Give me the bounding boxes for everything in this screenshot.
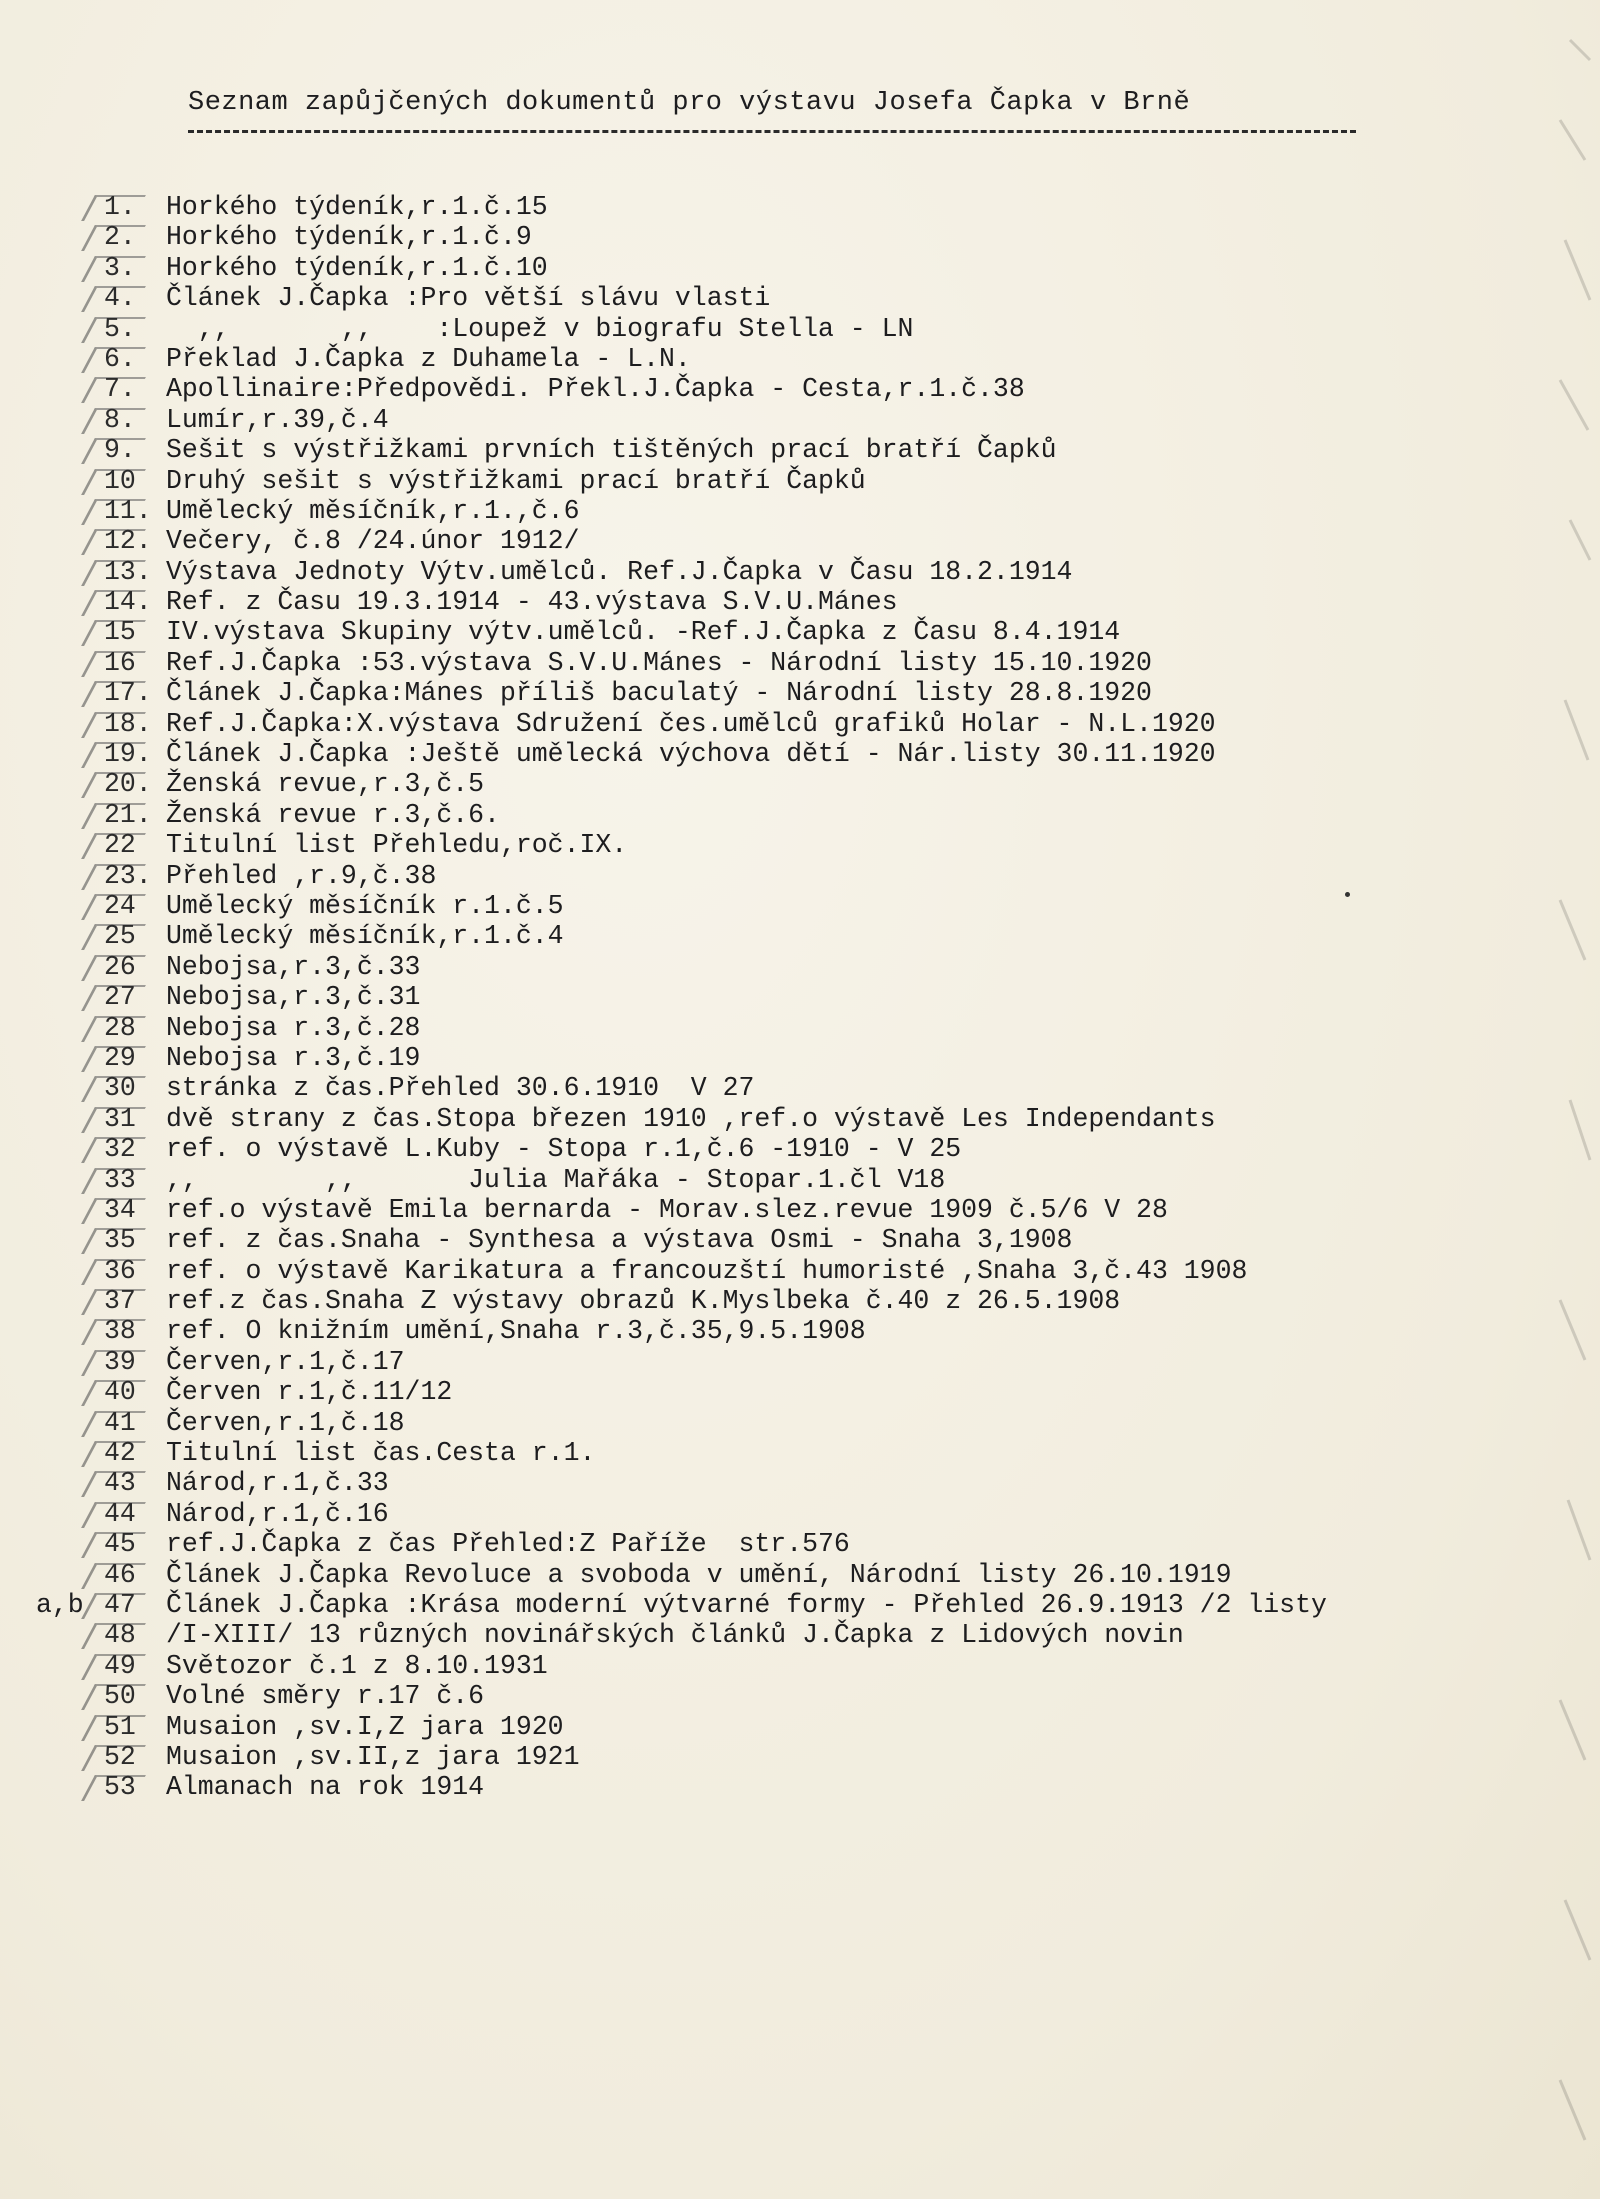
entry-text: Nebojsa,r.3,č.31 <box>166 982 421 1013</box>
list-item <box>0 678 1600 708</box>
entry-number: 25 <box>104 921 136 952</box>
entry-text: Umělecký měsíčník r.1.č.5 <box>166 890 564 921</box>
entry-text: IV.výstava Skupiny výtv.umělců. -Ref.J.Čapka z Času 8.4.1914 <box>166 617 1121 648</box>
entry-number: 36 <box>104 1255 136 1286</box>
list-item <box>0 1347 1600 1377</box>
entry-text: Umělecký měsíčník,r.1.č.4 <box>166 921 564 952</box>
entry-text: Volné směry r.17 č.6 <box>166 1681 485 1712</box>
entry-number: 20. <box>104 769 152 800</box>
list-item <box>0 830 1600 860</box>
entry-text: Horkého týdeník,r.1.č.15 <box>166 192 548 222</box>
entry-text: Článek J.Čapka:Mánes příliš baculatý - Národní listy 28.8.1920 <box>166 678 1152 709</box>
entry-text: Lumír,r.39,č.4 <box>166 404 389 435</box>
entry-text: Červen,r.1,č.18 <box>166 1407 405 1438</box>
list-item <box>0 1620 1600 1650</box>
entry-number: 53 <box>104 1772 136 1803</box>
entry-number: 39 <box>104 1346 136 1377</box>
document-title: Seznam zapůjčených dokumentů pro výstavu Josefa Čapka v Brně <box>188 88 1191 118</box>
entry-text: Národ,r.1,č.33 <box>166 1468 389 1499</box>
entry-text: Apollinaire:Předpovědi. Překl.J.Čapka - Cesta,r.1.č.38 <box>166 374 1025 405</box>
entry-text: Umělecký měsíčník,r.1.,č.6 <box>166 495 580 526</box>
entry-number: 19. <box>104 739 152 770</box>
list-item <box>0 1256 1600 1286</box>
entry-text: Večery, č.8 /24.únor 1912/ <box>166 526 580 557</box>
entry-number: 16 <box>104 647 136 678</box>
list-item <box>0 1316 1600 1346</box>
entry-text: Ref.J.Čapka:X.výstava Sdružení čes.umělců grafiků Holar - N.L.1920 <box>166 708 1216 739</box>
entry-text: Národ,r.1,č.16 <box>166 1498 389 1529</box>
entry-number: 41 <box>104 1407 136 1438</box>
entry-number: 44 <box>104 1498 136 1529</box>
ink-spot <box>1345 892 1350 897</box>
list-item <box>0 1590 1600 1620</box>
entry-number: 32 <box>104 1134 136 1165</box>
entry-number: 26 <box>104 951 136 982</box>
list-item <box>0 982 1600 1012</box>
list-item <box>0 1651 1600 1681</box>
entry-list <box>0 192 1600 1803</box>
list-item <box>0 648 1600 678</box>
entry-text: Ženská revue,r.3,č.5 <box>166 769 485 800</box>
entry-number: 17. <box>104 678 152 709</box>
entry-number: 35 <box>104 1225 136 1256</box>
entry-number: 38 <box>104 1316 136 1347</box>
entry-number: 47 <box>104 1589 136 1620</box>
entry-text: ref. O knižním umění,Snaha r.3,č.35,9.5.1908 <box>166 1316 866 1347</box>
entry-text: Článek J.Čapka :Pro větší slávu vlasti <box>166 283 771 314</box>
list-item <box>0 952 1600 982</box>
entry-number: 15 <box>104 617 136 648</box>
list-item <box>0 526 1600 556</box>
entry-number: 2. <box>104 222 136 253</box>
pencil-marks <box>1530 0 1600 2199</box>
entry-text: ,, ,, :Loupež v biografu Stella - LN <box>166 313 914 344</box>
side-note: a,b <box>36 1589 84 1620</box>
list-item <box>0 1286 1600 1316</box>
entry-number: 48 <box>104 1620 136 1651</box>
entry-number: 31 <box>104 1103 136 1134</box>
entry-text: ref.J.Čapka z čas Přehled:Z Paříže str.576 <box>166 1529 850 1560</box>
list-item <box>0 283 1600 313</box>
entry-number: 21. <box>104 799 152 830</box>
list-item <box>0 617 1600 647</box>
list-item <box>0 800 1600 830</box>
entry-text: Přehled ,r.9,č.38 <box>166 860 437 891</box>
entry-text: ref. o výstavě Karikatura a francouzští humoristé ,Snaha 3,č.43 1908 <box>166 1255 1248 1286</box>
entry-number: 23. <box>104 860 152 891</box>
entry-text: Nebojsa r.3,č.19 <box>166 1042 421 1073</box>
list-item <box>0 1043 1600 1073</box>
entry-text: Ref. z Času 19.3.1914 - 43.výstava S.V.U.Mánes <box>166 587 898 618</box>
list-item <box>0 739 1600 769</box>
list-item <box>0 435 1600 465</box>
entry-number: 30 <box>104 1073 136 1104</box>
list-item <box>0 496 1600 526</box>
entry-text: Světozor č.1 z 8.10.1931 <box>166 1650 548 1681</box>
entry-number: 40 <box>104 1377 136 1408</box>
entry-text: ref.o výstavě Emila bernarda - Morav.slez.revue 1909 č.5/6 V 28 <box>166 1194 1168 1225</box>
entry-number: 29 <box>104 1042 136 1073</box>
entry-number: 1. <box>104 192 136 222</box>
list-item <box>0 1073 1600 1103</box>
entry-text: Červen r.1,č.11/12 <box>166 1377 453 1408</box>
entry-text: Překlad J.Čapka z Duhamela - L.N. <box>166 343 691 374</box>
entry-text: ,, ,, Julia Mařáka - Stopar.1.čl V18 <box>166 1164 946 1195</box>
list-item <box>0 1165 1600 1195</box>
list-item <box>0 891 1600 921</box>
entry-text: ref. o výstavě L.Kuby - Stopa r.1,č.6 -1910 - V 25 <box>166 1134 962 1165</box>
list-item <box>0 192 1600 222</box>
entry-number: 4. <box>104 283 136 314</box>
list-item <box>0 314 1600 344</box>
entry-number: 49 <box>104 1650 136 1681</box>
entry-text: Horkého týdeník,r.1.č.9 <box>166 222 532 253</box>
list-item <box>0 1529 1600 1559</box>
list-item <box>0 709 1600 739</box>
entry-text: Titulní list Přehledu,roč.IX. <box>166 830 628 861</box>
list-item <box>0 587 1600 617</box>
entry-number: 8. <box>104 404 136 435</box>
entry-text: stránka z čas.Přehled 30.6.1910 V 27 <box>166 1073 755 1104</box>
entry-text: dvě strany z čas.Stopa březen 1910 ,ref.o výstavě Les Independants <box>166 1103 1216 1134</box>
entry-number: 13. <box>104 556 152 587</box>
entry-number: 46 <box>104 1559 136 1590</box>
list-item <box>0 1408 1600 1438</box>
entry-number: 7. <box>104 374 136 405</box>
entry-number: 33 <box>104 1164 136 1195</box>
list-item <box>0 1468 1600 1498</box>
entry-number: 43 <box>104 1468 136 1499</box>
entry-number: 24 <box>104 890 136 921</box>
entry-text: Musaion ,sv.I,Z jara 1920 <box>166 1711 564 1742</box>
entry-number: 12. <box>104 526 152 557</box>
title-underline <box>188 130 1356 133</box>
list-item <box>0 1225 1600 1255</box>
list-item <box>0 253 1600 283</box>
entry-text: Almanach na rok 1914 <box>166 1772 485 1803</box>
list-item <box>0 1499 1600 1529</box>
list-item <box>0 1712 1600 1742</box>
list-item <box>0 861 1600 891</box>
entry-number: 51 <box>104 1711 136 1742</box>
entry-text: Článek J.Čapka :Krása moderní výtvarné formy - Přehled 26.9.1913 /2 listy <box>166 1589 1327 1620</box>
list-item <box>0 1104 1600 1134</box>
entry-text: Článek J.Čapka Revoluce a svoboda v umění, Národní listy 26.10.1919 <box>166 1559 1232 1590</box>
entry-text: /I-XIII/ 13 různých novinářských článků J.Čapka z Lidových novin <box>166 1620 1184 1651</box>
entry-text: Druhý sešit s výstřižkami prací bratří Čapků <box>166 465 866 496</box>
list-item <box>0 557 1600 587</box>
entry-text: Nebojsa r.3,č.28 <box>166 1012 421 1043</box>
list-item <box>0 344 1600 374</box>
list-item <box>0 1195 1600 1225</box>
list-item <box>0 374 1600 404</box>
list-item <box>0 1681 1600 1711</box>
list-item <box>0 769 1600 799</box>
entry-text: ref. z čas.Snaha - Synthesa a výstava Osmi - Snaha 3,1908 <box>166 1225 1073 1256</box>
list-item <box>0 1560 1600 1590</box>
list-item <box>0 1772 1600 1802</box>
entry-text: ref.z čas.Snaha Z výstavy obrazů K.Myslbeka č.40 z 26.5.1908 <box>166 1286 1121 1317</box>
entry-number: 5. <box>104 313 136 344</box>
entry-text: Ref.J.Čapka :53.výstava S.V.U.Mánes - Národní listy 15.10.1920 <box>166 647 1152 678</box>
list-item <box>0 1438 1600 1468</box>
entry-number: 11. <box>104 495 152 526</box>
entry-number: 28 <box>104 1012 136 1043</box>
entry-text: Článek J.Čapka :Ještě umělecká výchova dětí - Nár.listy 30.11.1920 <box>166 739 1216 770</box>
entry-number: 34 <box>104 1194 136 1225</box>
list-item <box>0 1742 1600 1772</box>
entry-number: 3. <box>104 252 136 283</box>
entry-number: 50 <box>104 1681 136 1712</box>
entry-number: 14. <box>104 587 152 618</box>
entry-number: 27 <box>104 982 136 1013</box>
entry-text: Ženská revue r.3,č.6. <box>166 799 500 830</box>
list-item <box>0 405 1600 435</box>
entry-text: Musaion ,sv.II,z jara 1921 <box>166 1741 580 1772</box>
list-item <box>0 1013 1600 1043</box>
entry-text: Titulní list čas.Cesta r.1. <box>166 1438 596 1469</box>
list-item <box>0 921 1600 951</box>
entry-number: 9. <box>104 435 136 466</box>
entry-number: 10 <box>104 465 136 496</box>
list-item <box>0 1134 1600 1164</box>
entry-number: 18. <box>104 708 152 739</box>
entry-text: Výstava Jednoty Výtv.umělců. Ref.J.Čapka v Času 18.2.1914 <box>166 556 1073 587</box>
entry-text: Nebojsa,r.3,č.33 <box>166 951 421 982</box>
entry-text: Horkého týdeník,r.1.č.10 <box>166 252 548 283</box>
entry-number: 52 <box>104 1741 136 1772</box>
list-item <box>0 222 1600 252</box>
entry-text: Červen,r.1,č.17 <box>166 1346 405 1377</box>
entry-text: Sešit s výstřižkami prvních tištěných prací bratří Čapků <box>166 435 1057 466</box>
entry-number: 45 <box>104 1529 136 1560</box>
entry-number: 6. <box>104 343 136 374</box>
entry-number: 37 <box>104 1286 136 1317</box>
entry-number: 22 <box>104 830 136 861</box>
list-item <box>0 1377 1600 1407</box>
list-item <box>0 466 1600 496</box>
entry-number: 42 <box>104 1438 136 1469</box>
